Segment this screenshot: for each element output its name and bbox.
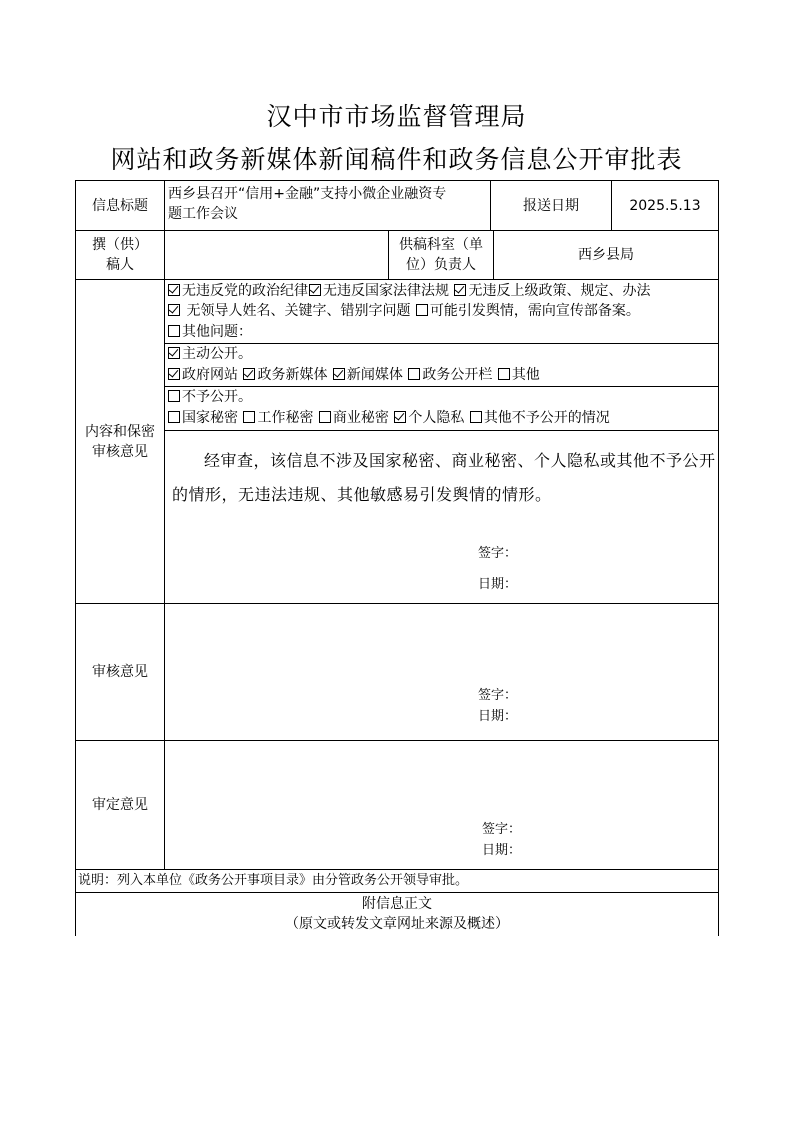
final-sign-label: 签字： xyxy=(482,822,522,837)
checkbox-gov-website[interactable] xyxy=(168,368,180,380)
dept-label-line1: 供稿科室（单 xyxy=(399,237,483,253)
review-label-line2: 审核意见 xyxy=(92,443,148,460)
author-label-line1: 撰（供） xyxy=(92,237,148,253)
channel-label: 新闻媒体 xyxy=(346,367,403,383)
review-opinion-text: 经审查，该信息不涉及国家秘密、商业秘密、个人隐私或其他不予公开的情形，无违法违规、其他敏感易引发舆情的情形。 xyxy=(172,451,716,504)
nonpublic-main-label: 不予公开。 xyxy=(182,389,252,405)
compliance-line1 xyxy=(167,281,650,301)
channel-label: 政务新媒体 xyxy=(257,367,328,383)
author-value xyxy=(165,231,388,279)
channel-label: 政府网站 xyxy=(182,367,238,383)
attachment-title: 附信息正文 xyxy=(362,896,432,912)
audit-label: 审核意见 xyxy=(92,664,148,680)
checkbox-superior-policy[interactable] xyxy=(454,284,466,296)
attachment-subtitle: （原文或转发文章网址来源及概述） xyxy=(285,916,509,932)
checkbox-other-channel[interactable] xyxy=(498,368,510,380)
checkbox-state-secret[interactable] xyxy=(168,411,180,423)
reason-label: 商业秘密 xyxy=(332,410,389,426)
nonpublic-main xyxy=(167,387,252,407)
checkbox-public-opinion[interactable] xyxy=(416,304,428,316)
dept-label-line2: 位）负责人 xyxy=(406,257,476,273)
dept-value: 西乡县局 xyxy=(578,247,634,263)
compliance-item-label: 无领导人姓名、关键字、错别字问题 xyxy=(182,303,411,319)
document-title-line2: 网站和政务新媒体新闻稿件和政务信息公开审批表 xyxy=(110,145,683,174)
compliance-line2 xyxy=(167,301,640,321)
reason-label: 工作秘密 xyxy=(257,410,314,426)
public-main-label: 主动公开。 xyxy=(182,346,252,362)
review-label-line1: 内容和保密 xyxy=(85,423,155,440)
checkbox-not-public[interactable] xyxy=(168,390,180,402)
channel-label: 政务公开栏 xyxy=(422,367,493,383)
checkbox-other-nonpublic[interactable] xyxy=(470,411,482,423)
compliance-item-label: 无违反国家法律法规 xyxy=(323,283,449,299)
note-text: 说明：列入本单位《政务公开事项目录》由分管政务公开领导审批。 xyxy=(78,873,469,888)
channel-label: 其他 xyxy=(511,367,540,383)
review-label xyxy=(76,280,164,603)
checkbox-work-secret[interactable] xyxy=(243,411,255,423)
checkbox-active-public[interactable] xyxy=(168,347,180,359)
compliance-item-label: 无违反党的政治纪律 xyxy=(182,283,308,299)
checkbox-other-issues[interactable] xyxy=(168,325,180,337)
checkbox-no-leader-names[interactable] xyxy=(168,304,180,316)
compliance-item-label: 可能引发舆情，需向宣传部备案。 xyxy=(429,303,640,319)
checkbox-business-secret[interactable] xyxy=(319,411,331,423)
final-label: 审定意见 xyxy=(92,797,148,813)
compliance-item-label: 无违反上级政策、规定、办法 xyxy=(468,283,651,299)
document-title-line1: 汉中市市场监督管理局 xyxy=(266,102,527,131)
author-label xyxy=(76,231,164,279)
compliance-item-label: 其他问题： xyxy=(182,324,252,340)
dept-label xyxy=(389,231,493,279)
compliance-line3 xyxy=(167,322,252,342)
date-value: 2025.5.13 xyxy=(629,197,701,214)
public-channels xyxy=(167,365,540,385)
final-date-label: 日期： xyxy=(482,843,522,858)
audit-sign-label: 签字： xyxy=(478,688,518,703)
info-title-value-line2: 题工作会议 xyxy=(168,206,238,222)
reason-label: 个人隐私 xyxy=(408,410,465,426)
checkbox-gov-new-media[interactable] xyxy=(243,368,255,380)
checkbox-political-discipline[interactable] xyxy=(168,284,180,296)
reason-label: 国家秘密 xyxy=(182,410,238,426)
author-label-line2: 稿人 xyxy=(106,257,134,273)
public-main xyxy=(167,344,252,364)
review-date-label: 日期： xyxy=(478,577,518,592)
checkbox-privacy[interactable] xyxy=(394,411,406,423)
checkbox-public-board[interactable] xyxy=(408,368,420,380)
info-title-value-line1: 西乡县召开“信用+金融”支持小微企业融资专 xyxy=(168,186,447,202)
checkbox-laws[interactable] xyxy=(309,284,321,296)
review-sign-label: 签字： xyxy=(478,546,518,561)
date-label: 报送日期 xyxy=(523,197,579,214)
reason-label: 其他不予公开的情况 xyxy=(483,410,610,426)
checkbox-news-media[interactable] xyxy=(333,368,345,380)
info-title-label: 信息标题 xyxy=(92,197,148,214)
audit-date-label: 日期： xyxy=(478,709,518,724)
nonpublic-reasons xyxy=(167,408,610,428)
